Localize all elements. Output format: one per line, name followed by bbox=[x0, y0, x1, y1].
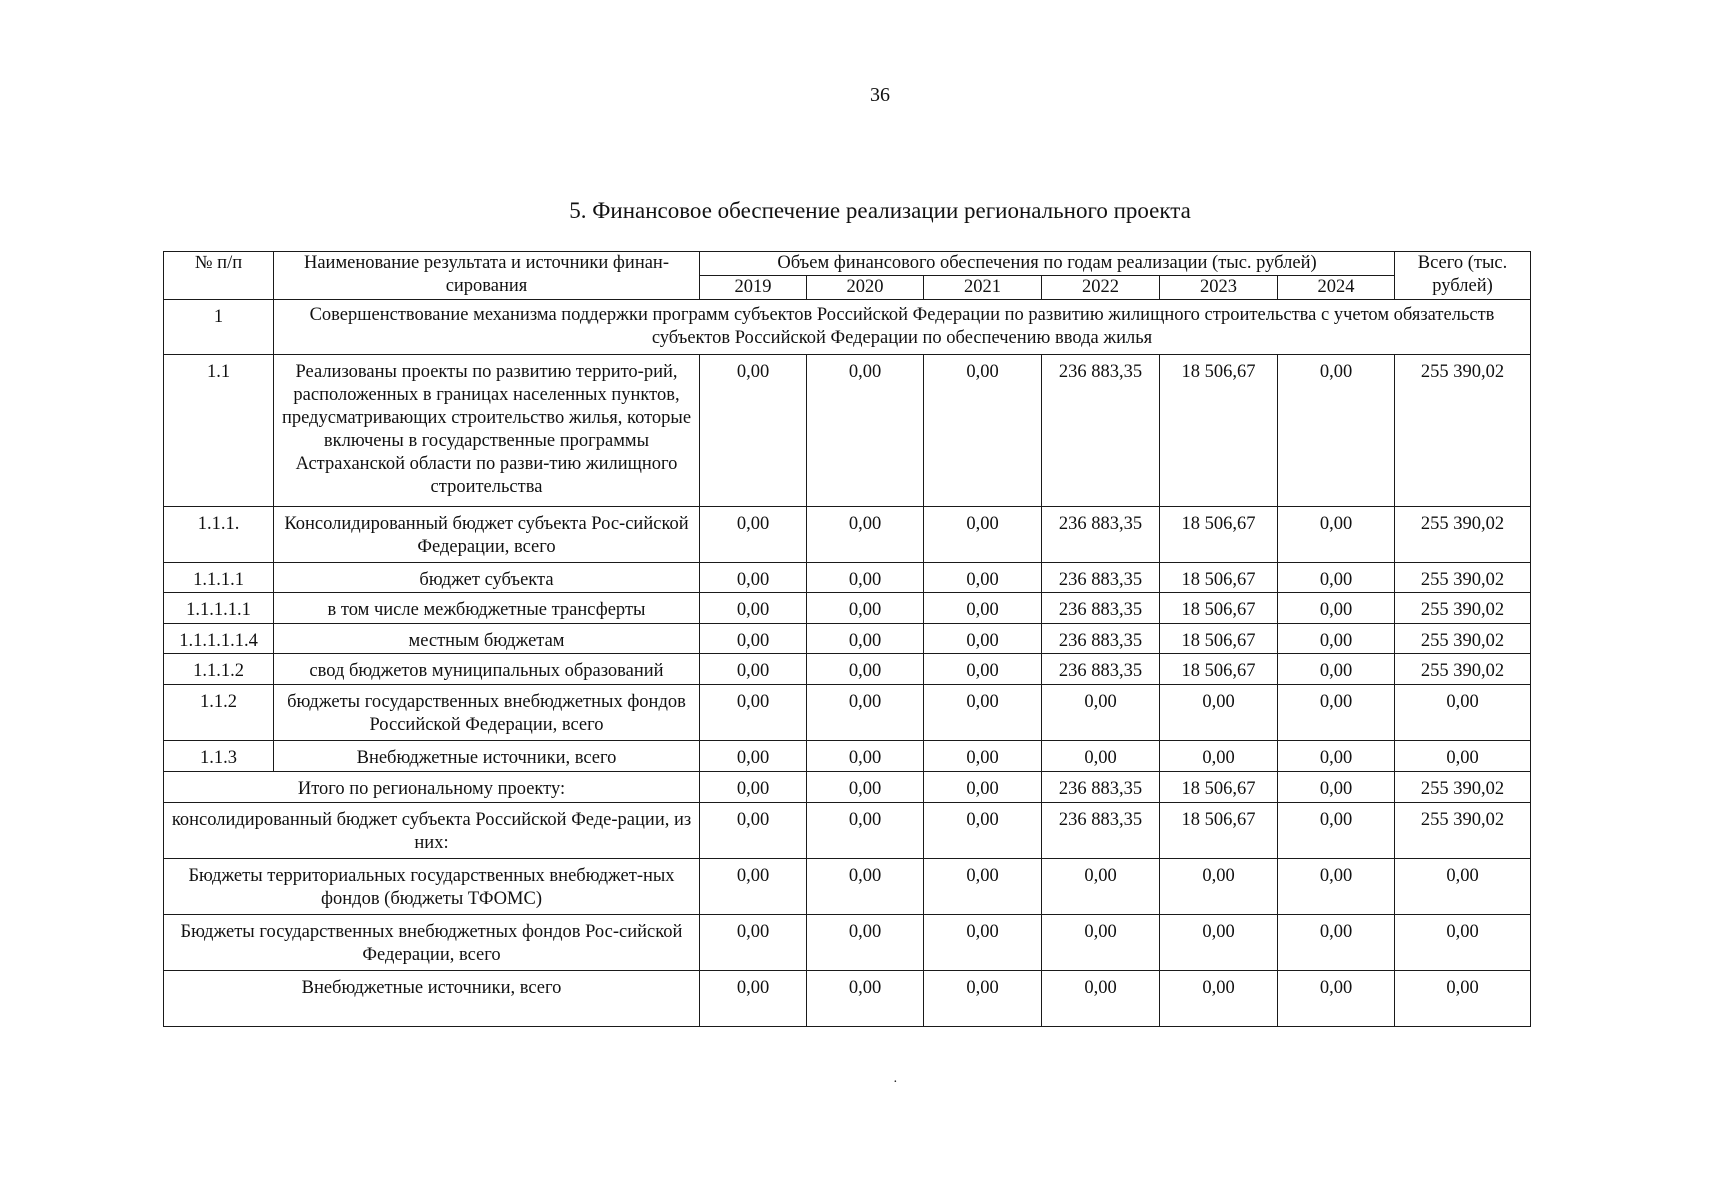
row-value: 18 506,67 bbox=[1160, 355, 1278, 507]
section-row bbox=[164, 300, 1531, 355]
summary-total: 255 390,02 bbox=[1395, 803, 1531, 859]
table-row bbox=[164, 741, 1531, 772]
summary-value: 0,00 bbox=[924, 859, 1042, 915]
summary-label: Внебюджетные источники, всего bbox=[164, 971, 700, 1027]
row-value: 0,00 bbox=[700, 654, 807, 685]
row-value: 18 506,67 bbox=[1160, 624, 1278, 654]
table-row bbox=[164, 624, 1531, 654]
summary-value: 236 883,35 bbox=[1042, 772, 1160, 803]
row-value: 0,00 bbox=[807, 563, 924, 593]
row-value: 0,00 bbox=[807, 624, 924, 654]
summary-value: 0,00 bbox=[700, 915, 807, 971]
row-value: 0,00 bbox=[700, 741, 807, 772]
summary-value: 0,00 bbox=[924, 971, 1042, 1027]
summary-label: консолидированный бюджет субъекта Российской Феде-рации, из них: bbox=[164, 803, 700, 859]
row-num: 1.1.1. bbox=[164, 507, 274, 563]
summary-value: 0,00 bbox=[807, 915, 924, 971]
header-year: 2023 bbox=[1160, 276, 1278, 300]
row-value: 0,00 bbox=[1278, 654, 1395, 685]
header-total: Всего (тыс. рублей) bbox=[1395, 252, 1531, 300]
header-year: 2024 bbox=[1278, 276, 1395, 300]
summary-value: 0,00 bbox=[807, 772, 924, 803]
row-value: 0,00 bbox=[700, 355, 807, 507]
row-value: 0,00 bbox=[807, 355, 924, 507]
summary-row bbox=[164, 772, 1531, 803]
summary-value: 236 883,35 bbox=[1042, 803, 1160, 859]
summary-value: 0,00 bbox=[1160, 859, 1278, 915]
table-row bbox=[164, 685, 1531, 741]
row-value: 0,00 bbox=[807, 654, 924, 685]
table-row bbox=[164, 593, 1531, 624]
row-value: 18 506,67 bbox=[1160, 593, 1278, 624]
summary-value: 0,00 bbox=[807, 803, 924, 859]
header-year: 2019 bbox=[700, 276, 807, 300]
summary-total: 0,00 bbox=[1395, 971, 1531, 1027]
summary-value: 18 506,67 bbox=[1160, 803, 1278, 859]
row-value: 0,00 bbox=[700, 593, 807, 624]
table-row bbox=[164, 654, 1531, 685]
row-value: 0,00 bbox=[924, 624, 1042, 654]
row-value: 0,00 bbox=[1278, 685, 1395, 741]
header-num: № п/п bbox=[164, 252, 274, 300]
summary-value: 0,00 bbox=[1042, 971, 1160, 1027]
row-name: бюджеты государственных внебюджетных фондов Российской Федерации, всего bbox=[274, 685, 700, 741]
row-value: 0,00 bbox=[924, 563, 1042, 593]
summary-row bbox=[164, 915, 1531, 971]
row-value: 0,00 bbox=[1042, 685, 1160, 741]
row-value: 0,00 bbox=[1278, 741, 1395, 772]
row-num: 1.1.1.1.1 bbox=[164, 593, 274, 624]
row-num: 1.1.2 bbox=[164, 685, 274, 741]
table-row bbox=[164, 507, 1531, 563]
summary-value: 0,00 bbox=[1160, 971, 1278, 1027]
row-total: 255 390,02 bbox=[1395, 654, 1531, 685]
summary-value: 0,00 bbox=[1042, 859, 1160, 915]
summary-value: 18 506,67 bbox=[1160, 772, 1278, 803]
row-value: 236 883,35 bbox=[1042, 563, 1160, 593]
summary-row bbox=[164, 859, 1531, 915]
row-value: 0,00 bbox=[807, 507, 924, 563]
summary-row bbox=[164, 971, 1531, 1027]
row-value: 236 883,35 bbox=[1042, 654, 1160, 685]
row-value: 0,00 bbox=[1278, 507, 1395, 563]
summary-value: 0,00 bbox=[924, 772, 1042, 803]
summary-total: 0,00 bbox=[1395, 915, 1531, 971]
row-total: 255 390,02 bbox=[1395, 624, 1531, 654]
summary-value: 0,00 bbox=[1160, 915, 1278, 971]
dot-mark: · bbox=[893, 1075, 898, 1090]
row-value: 236 883,35 bbox=[1042, 507, 1160, 563]
summary-value: 0,00 bbox=[700, 803, 807, 859]
summary-total: 255 390,02 bbox=[1395, 772, 1531, 803]
row-total: 255 390,02 bbox=[1395, 593, 1531, 624]
financing-table bbox=[163, 251, 1531, 1027]
row-name: Реализованы проекты по развитию террито-рий, расположенных в границах населенных пунктов, предусматривающих строительство жилья, которые включены в государственные программы Астраханской области по разви-тию жилищного строительства bbox=[274, 355, 700, 507]
row-value: 0,00 bbox=[1160, 685, 1278, 741]
row-value: 0,00 bbox=[924, 355, 1042, 507]
section-text: Совершенствование механизма поддержки программ субъектов Российской Федерации по развитию жилищного строительства с учетом обязательств субъектов Российской Федерации по обеспечению ввода жилья bbox=[274, 300, 1531, 355]
row-value: 0,00 bbox=[1042, 741, 1160, 772]
row-total: 255 390,02 bbox=[1395, 507, 1531, 563]
summary-label: Итого по региональному проекту: bbox=[164, 772, 700, 803]
row-value: 0,00 bbox=[807, 593, 924, 624]
summary-value: 0,00 bbox=[700, 971, 807, 1027]
row-total: 0,00 bbox=[1395, 685, 1531, 741]
row-total: 0,00 bbox=[1395, 741, 1531, 772]
table-row bbox=[164, 355, 1531, 507]
row-total: 255 390,02 bbox=[1395, 563, 1531, 593]
summary-value: 0,00 bbox=[1278, 859, 1395, 915]
row-value: 0,00 bbox=[924, 593, 1042, 624]
row-value: 0,00 bbox=[1278, 355, 1395, 507]
summary-value: 0,00 bbox=[1278, 971, 1395, 1027]
row-value: 0,00 bbox=[924, 654, 1042, 685]
table-row bbox=[164, 563, 1531, 593]
row-value: 236 883,35 bbox=[1042, 624, 1160, 654]
row-value: 0,00 bbox=[1278, 563, 1395, 593]
summary-value: 0,00 bbox=[924, 915, 1042, 971]
summary-row bbox=[164, 803, 1531, 859]
summary-value: 0,00 bbox=[1278, 803, 1395, 859]
row-name: в том числе межбюджетные трансферты bbox=[274, 593, 700, 624]
row-value: 0,00 bbox=[924, 741, 1042, 772]
section-title: 5. Финансовое обеспечение реализации регионального проекта bbox=[569, 198, 1191, 223]
row-value: 0,00 bbox=[807, 741, 924, 772]
row-num: 1.1.1.2 bbox=[164, 654, 274, 685]
row-name: свод бюджетов муниципальных образований bbox=[274, 654, 700, 685]
summary-label: Бюджеты государственных внебюджетных фондов Рос-сийской Федерации, всего bbox=[164, 915, 700, 971]
summary-value: 0,00 bbox=[1278, 772, 1395, 803]
row-num: 1.1.1.1.1.4 bbox=[164, 624, 274, 654]
summary-value: 0,00 bbox=[700, 772, 807, 803]
header-year: 2020 bbox=[807, 276, 924, 300]
row-value: 0,00 bbox=[1160, 741, 1278, 772]
row-value: 18 506,67 bbox=[1160, 507, 1278, 563]
row-value: 0,00 bbox=[807, 685, 924, 741]
row-value: 0,00 bbox=[700, 685, 807, 741]
row-name: Внебюджетные источники, всего bbox=[274, 741, 700, 772]
summary-value: 0,00 bbox=[1278, 915, 1395, 971]
summary-label: Бюджеты территориальных государственных внебюджет-ных фондов (бюджеты ТФОМС) bbox=[164, 859, 700, 915]
row-value: 0,00 bbox=[1278, 593, 1395, 624]
row-num: 1.1.1.1 bbox=[164, 563, 274, 593]
row-value: 0,00 bbox=[924, 507, 1042, 563]
row-num: 1.1.3 bbox=[164, 741, 274, 772]
summary-value: 0,00 bbox=[924, 803, 1042, 859]
summary-total: 0,00 bbox=[1395, 859, 1531, 915]
page-number: 36 bbox=[870, 84, 890, 106]
row-value: 18 506,67 bbox=[1160, 563, 1278, 593]
row-name: местным бюджетам bbox=[274, 624, 700, 654]
row-value: 236 883,35 bbox=[1042, 593, 1160, 624]
summary-value: 0,00 bbox=[807, 971, 924, 1027]
row-value: 18 506,67 bbox=[1160, 654, 1278, 685]
header-year: 2022 bbox=[1042, 276, 1160, 300]
row-name: бюджет субъекта bbox=[274, 563, 700, 593]
row-value: 0,00 bbox=[924, 685, 1042, 741]
row-name: Консолидированный бюджет субъекта Рос-сийской Федерации, всего bbox=[274, 507, 700, 563]
row-value: 0,00 bbox=[700, 624, 807, 654]
header-volume: Объем финансового обеспечения по годам реализации (тыс. рублей) bbox=[700, 252, 1395, 276]
section-num: 1 bbox=[164, 300, 274, 355]
row-value: 0,00 bbox=[1278, 624, 1395, 654]
summary-value: 0,00 bbox=[807, 859, 924, 915]
summary-value: 0,00 bbox=[1042, 915, 1160, 971]
header-name: Наименование результата и источники финан-сирования bbox=[274, 252, 700, 300]
row-value: 0,00 bbox=[700, 507, 807, 563]
summary-value: 0,00 bbox=[700, 859, 807, 915]
row-value: 0,00 bbox=[700, 563, 807, 593]
header-year: 2021 bbox=[924, 276, 1042, 300]
row-total: 255 390,02 bbox=[1395, 355, 1531, 507]
row-value: 236 883,35 bbox=[1042, 355, 1160, 507]
row-num: 1.1 bbox=[164, 355, 274, 507]
